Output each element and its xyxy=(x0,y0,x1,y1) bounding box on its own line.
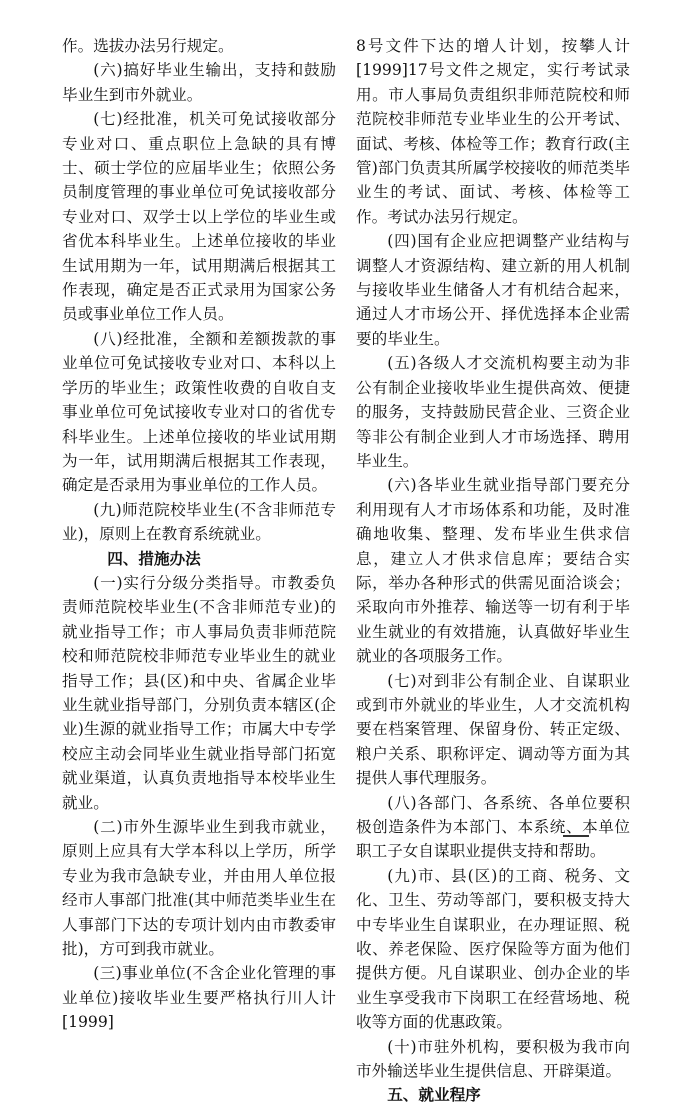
paragraph-measure-3: (三)事业单位(不含企业化管理的事业单位)接收毕业生要严格执行川人计[1999] xyxy=(62,964,336,1032)
paragraph-measure-10: (十)市驻外机构，要积极为我市向市外输送毕业生提供信息、开辟渠道。 xyxy=(356,1037,630,1081)
paragraph-measure-8: (八)各部门、各系统、各单位要积极创造条件为本部门、本系统、本单位职工子女自谋职业提供支持和帮助。 xyxy=(356,793,630,861)
paragraph-item-7: (七)经批准，机关可免试接收部分专业对口、重点职位上急缺的具有博士、硕士学位的应届毕业生；依照公务员制度管理的事业单位可免试接收部分专业对口、双学士以上学位的毕业生或省优本科毕业生。上述单位接收的毕业生试用期为一年，试用期满后根据其工作表现，确定是否正式录用为国家公务员或事业单位工作人员。 xyxy=(62,110,336,324)
paragraph-measure-6: (六)各毕业生就业指导部门要充分利用现有人才市场体系和功能，及时准确地收集、整理、发布毕业生供求信息，建立人才供求信息库；要结合实际，举办各种形式的供需见面洽谈会；采取向市外推荐、输送等一切有利于毕业生就业的有效措施，认真做好毕业生就业的各项服务工作。 xyxy=(356,476,630,666)
paragraph-measure-5: (五)各级人才交流机构要主动为非公有制企业接收毕业生提供高效、便捷的服务，支持鼓励民营企业、三资企业等非公有制企业到人才市场选择、聘用毕业生。 xyxy=(356,354,630,470)
paragraph-measure-9: (九)市、县(区)的工商、税务、文化、卫生、劳动等部门，要积极支持大中专毕业生自谋职业，在办理证照、税收、养老保险、医疗保险等方面为他们提供方便。凡自谋职业、创办企业的毕业生享受我市下岗职工在经营场地、税收等方面的优惠政策。 xyxy=(356,866,630,1032)
paragraph-item-8: (八)经批准，全额和差额拨款的事业单位可免试接收专业对口、本科以上学历的毕业生；政策性收费的自收自支事业单位可免试接收专业对口的省优专科毕业生。上述单位接收的毕业试用期为一年，试用期满后根据其工作表现，确定是否录用为事业单位的工作人员。 xyxy=(62,329,336,495)
paragraph-measure-3-continued: 8号文件下达的增人计划，按攀人计[1999]17号文件之规定，实行考试录用。市人事局负责组织非师范院校和师范院校非师范专业毕业生的公开考试、面试、考核、体检等工作；教育行政(主管)部门负责其所属学校接收的师范类毕业生的考试、面试、考核、体检等工作。考试办法另行规定。 xyxy=(356,37,630,226)
section-heading-procedure: 五、就业程序 xyxy=(387,1085,481,1105)
paragraph-measure-7: (七)对到非公有制企业、自谋职业或到市外就业的毕业生，人才交流机构要在档案管理、保留身份、转正定级、粮户关系、职称评定、调动等方面为其提供人事代理服务。 xyxy=(356,671,630,788)
paragraph-measure-4: (四)国有企业应把调整产业结构与调整人才资源结构、建立新的用人机制与接收毕业生储备人才有机结合起来，通过人才市场公开、择优选择本企业需要的毕业生。 xyxy=(356,232,630,348)
paragraph-measure-1: (一)实行分级分类指导。市教委负责师范院校毕业生(不含非师范专业)的就业指导工作；市人事局负责非师范院校和师范院校非师范专业毕业生的就业指导工作；县(区)和中央、省属企业毕业生就业指导部门，分别负责本辖区(企业)生源的就业指导工作；市属大中专学校应主动会同毕业生就业指导部门拓宽就业渠道，认真负责地指导本校毕业生就业。 xyxy=(62,573,336,812)
paragraph-measure-2: (二)市外生源毕业生到我市就业，原则上应具有大学本科以上学历，所学专业为我市急缺专业，并由用人单位报经市人事部门批准(其中师范类毕业生在人事部门下达的专项计划内由市教委审批)，方可到我市就业。 xyxy=(62,818,336,959)
paragraph-item-6: (六)搞好毕业生输出，支持和鼓励毕业生到市外就业。 xyxy=(62,61,336,104)
paragraph-continuation: 作。选拔办法另行规定。 xyxy=(62,37,234,55)
page-number-mark xyxy=(563,835,589,841)
paragraph-item-9: (九)师范院校毕业生(不含非师范专业)，原则上在教育系统就业。 xyxy=(62,500,336,544)
left-column xyxy=(62,34,336,1035)
section-heading-measures: 四、措施办法 xyxy=(107,548,201,568)
right-column xyxy=(356,34,630,1108)
